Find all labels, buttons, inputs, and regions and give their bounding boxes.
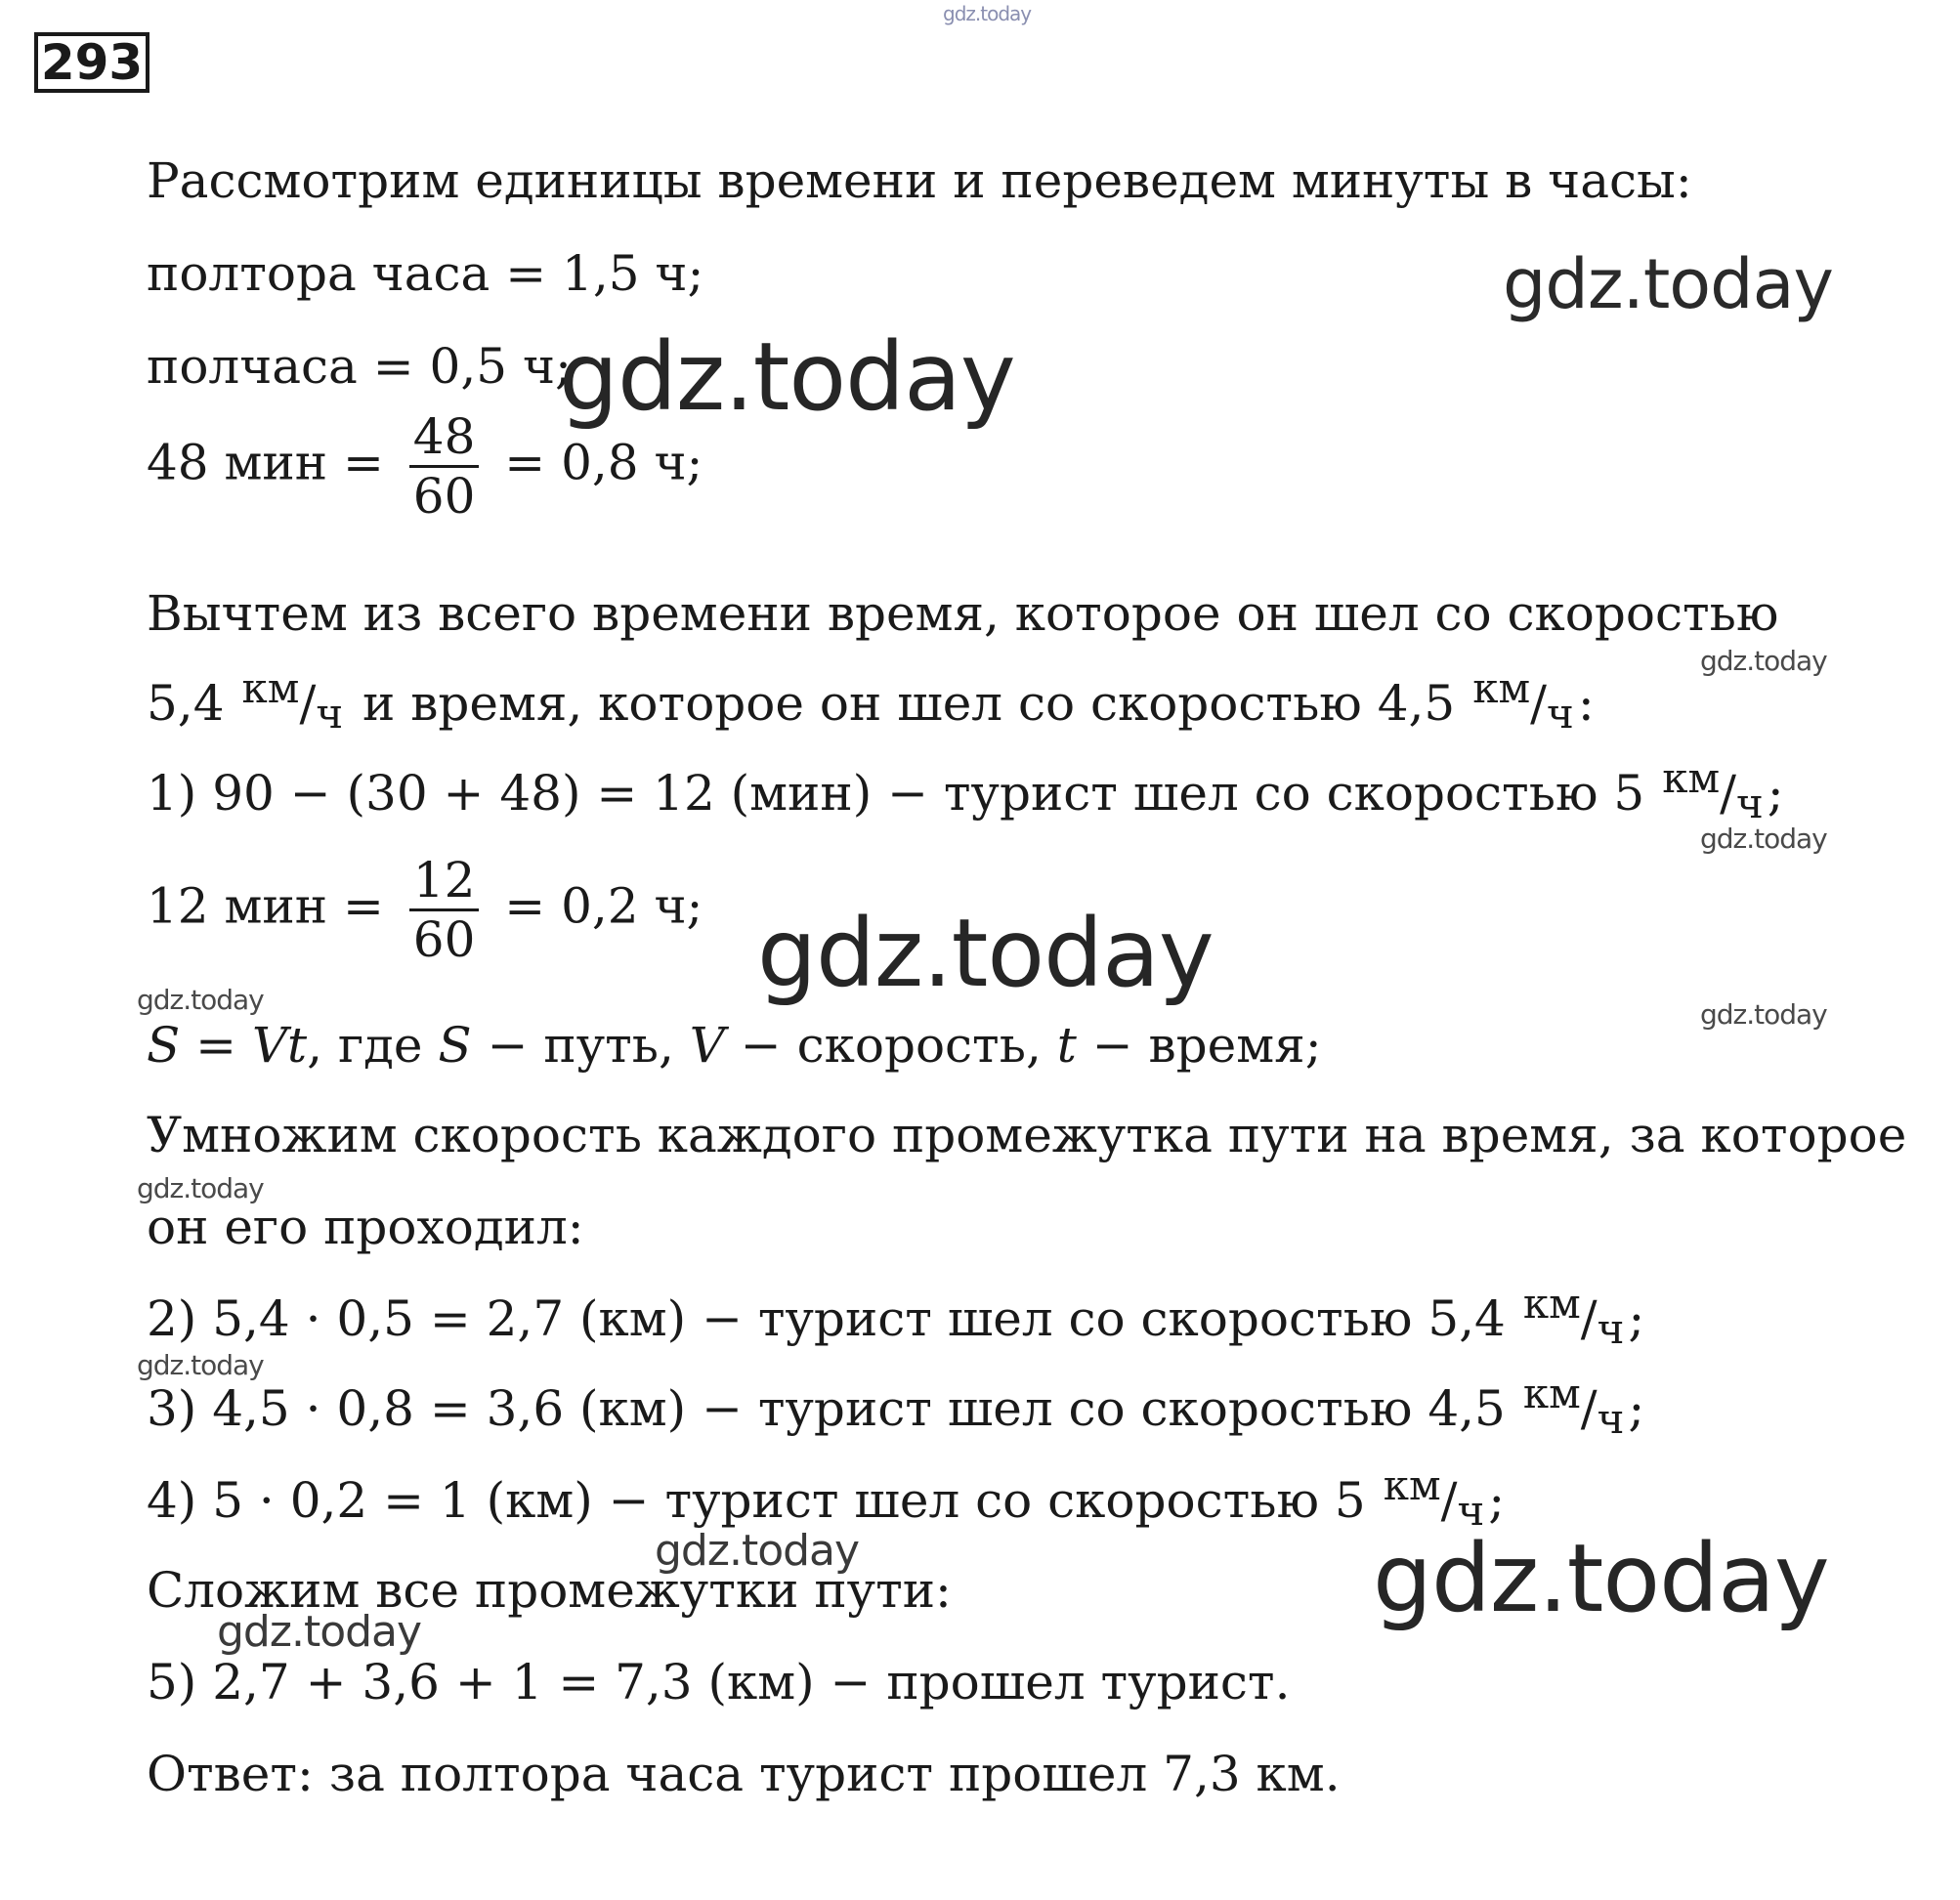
var-s: S [438,1017,472,1074]
text-line-6 [147,664,1595,738]
unit-km: км [1472,664,1531,712]
text-line-2: полтора часа = 1,5 ч; [147,245,704,302]
answer-line: Ответ: за полтора часа турист прошел 7,3 км. [147,1746,1341,1802]
speed-value: 5,4 [147,675,225,732]
fraction [409,852,480,968]
colon: : [1577,675,1595,732]
text-line-15: Сложим все промежутки пути: [147,1562,952,1619]
semicolon: ; [1767,765,1784,822]
var-t: t [1056,1017,1077,1074]
var-vt: Vt [251,1017,308,1074]
step-3-text: 3) 4,5 · 0,8 = 3,6 (км) − турист шел со скоростью 4,5 [147,1380,1506,1437]
semicolon: ; [1488,1472,1506,1529]
text-line-3: полчаса = 0,5 ч; [147,338,572,395]
speed-unit [1522,1280,1625,1353]
unit-h: ч [1547,690,1574,738]
fraction-denominator: 60 [412,911,476,968]
watermark: gdz.today [217,1607,422,1657]
watermark: gdz.today [1700,998,1827,1031]
unit-slash: / [1580,1290,1598,1347]
unit-slash: / [1580,1380,1598,1437]
watermark: gdz.today [137,984,264,1016]
text-line-13 [147,1370,1645,1443]
text-line-1: Рассмотрим единицы времени и переведем минуты в часы: [147,152,1692,209]
watermark: gdz.today [943,2,1032,25]
unit-km: км [1383,1461,1441,1509]
where-text: , где [307,1017,439,1074]
text-line-6-middle: и время, которое он шел со скоростью 4,5 [362,675,1456,732]
equation-12-min [147,852,703,968]
formula-line [147,1016,1322,1075]
speed-unit [1472,664,1574,738]
text-line-11: он его проходил: [147,1199,584,1255]
watermark: gdz.today [137,1172,264,1204]
unit-slash: / [1440,1472,1458,1529]
step-2-text: 2) 5,4 · 0,5 = 2,7 (км) − турист шел со скоростью 5,4 [147,1290,1506,1347]
unit-slash: / [299,675,317,732]
equals: = [180,1017,252,1074]
unit-km: км [1522,1280,1581,1328]
text-line-7 [147,754,1784,827]
path-text: − путь, [471,1017,690,1074]
speed-text: − скорость, [724,1017,1057,1074]
unit-slash: / [1530,675,1548,732]
watermark: gdz.today [137,1349,264,1381]
equation-rhs: = 0,2 ч; [504,877,703,935]
text-line-14 [147,1461,1506,1535]
var-s: S [147,1017,181,1074]
fraction-denominator: 60 [412,468,476,525]
fraction-numerator: 12 [409,852,480,911]
watermark: gdz.today [655,1526,860,1576]
unit-h: ч [1597,1395,1625,1443]
watermark: gdz.today [1373,1524,1829,1633]
speed-unit [1662,754,1764,827]
unit-km: км [1662,754,1721,802]
step-4-text: 4) 5 · 0,2 = 1 (км) − турист шел со скоростью 5 [147,1472,1366,1529]
speed-unit [1522,1370,1625,1443]
problem-number: 293 [34,32,149,93]
unit-h: ч [316,690,344,738]
speed-unit [241,664,344,738]
unit-h: ч [1735,780,1764,827]
fraction-numerator: 48 [409,408,480,468]
equation-lhs: 12 мин = [147,877,384,935]
equation-lhs: 48 мин = [147,434,384,491]
semicolon: ; [1628,1290,1645,1347]
text-line-12 [147,1280,1645,1353]
var-v: V [689,1017,725,1074]
watermark: gdz.today [559,322,1015,432]
unit-slash: / [1720,765,1736,822]
fraction [409,408,480,525]
unit-h: ч [1597,1305,1625,1353]
step-1-text: 1) 90 − (30 + 48) = 12 (мин) − турист шел со скоростью 5 [147,765,1645,822]
watermark: gdz.today [757,899,1214,1008]
unit-h: ч [1457,1487,1485,1535]
unit-km: км [241,664,300,712]
text-line-10: Умножим скорость каждого промежутка пути на время, за которое [147,1107,1907,1163]
watermark: gdz.today [1700,823,1827,855]
unit-km: км [1522,1370,1581,1417]
equation-rhs: = 0,8 ч; [504,434,703,491]
text-line-5: Вычтем из всего времени время, которое он шел со скоростью [147,585,1779,642]
watermark: gdz.today [1700,645,1827,677]
watermark: gdz.today [1503,244,1833,324]
time-text: − время; [1076,1017,1322,1074]
semicolon: ; [1628,1380,1645,1437]
text-line-16: 5) 2,7 + 3,6 + 1 = 7,3 (км) − прошел турист. [147,1654,1291,1710]
